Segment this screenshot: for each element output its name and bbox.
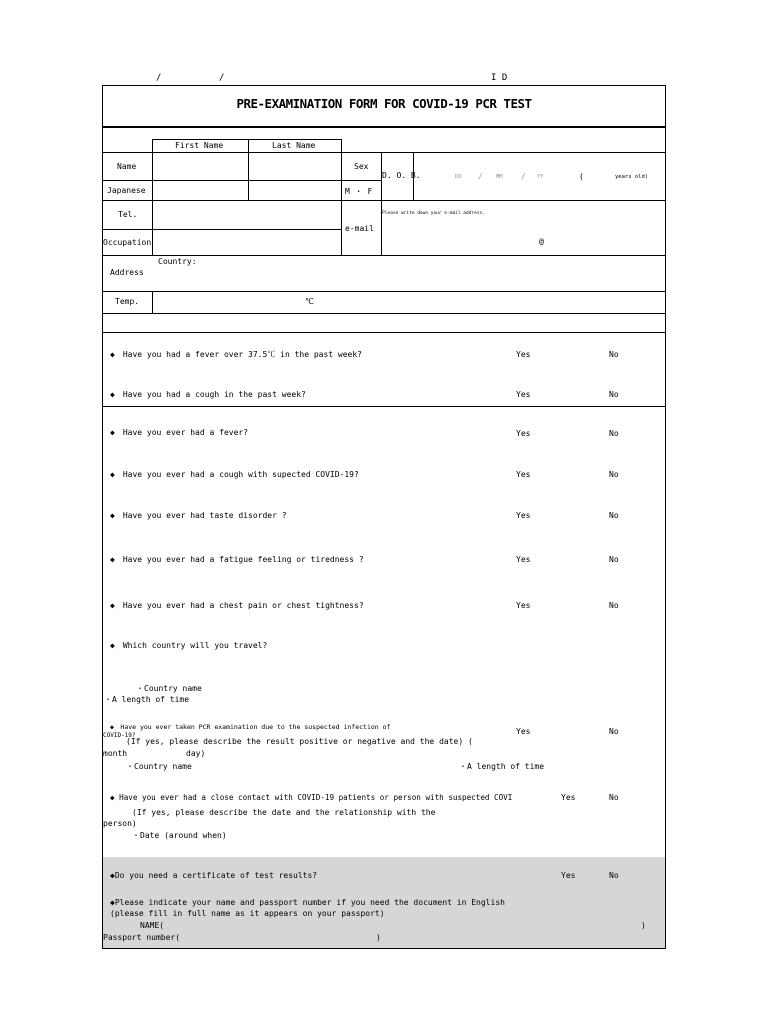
- date-slash: /: [219, 73, 225, 83]
- no-option[interactable]: No: [609, 429, 619, 438]
- email-label: e-mail: [345, 224, 374, 233]
- occupation-field[interactable]: [160, 230, 340, 254]
- question-certificate: ◆Do you need a certificate of test results?: [110, 871, 318, 880]
- question-passport-info: ◆Please indicate your name and passport number if you need the document in English: [110, 898, 505, 907]
- no-option[interactable]: No: [609, 390, 619, 399]
- question-pcr-examination-cont: COVID-19?: [103, 732, 136, 739]
- yes-option[interactable]: Yes: [561, 793, 576, 802]
- yes-option[interactable]: Yes: [516, 470, 531, 479]
- email-field[interactable]: [382, 220, 664, 254]
- yes-option[interactable]: Yes: [561, 871, 576, 880]
- question-close-contact: ◆ Have you ever had a close contact with COVID-19 patients or person with suspected COVI: [110, 793, 513, 802]
- close-contact-instruction: (If yes, please describe the date and the relationship with the: [132, 808, 436, 817]
- yes-option[interactable]: Yes: [516, 429, 531, 438]
- yes-option[interactable]: Yes: [516, 601, 531, 610]
- yes-option[interactable]: Yes: [516, 390, 531, 399]
- at-sign: @: [539, 237, 544, 246]
- yes-option[interactable]: Yes: [516, 727, 531, 736]
- temp-unit: ℃: [305, 297, 314, 306]
- occupation-label: Occupation: [103, 238, 152, 247]
- passport-name-field[interactable]: [175, 920, 635, 931]
- last-name-field[interactable]: [249, 153, 340, 179]
- passport-number-close: ): [376, 933, 381, 942]
- no-option[interactable]: No: [609, 871, 619, 880]
- temp-field[interactable]: [153, 292, 293, 312]
- question-fatigue: ◆ Have you ever had a fatigue feeling or tiredness ?: [110, 555, 364, 564]
- form-title: PRE-EXAMINATION FORM FOR COVID-19 PCR TEST: [236, 96, 532, 111]
- country-name-label: ・Country name: [136, 684, 202, 693]
- years-old-label: years old): [615, 174, 649, 180]
- question-pcr-examination: ◆ Have you ever taken PCR examination due to the suspected infection of: [110, 723, 391, 731]
- passport-name-close: ): [641, 921, 646, 930]
- passport-number-label: Passport number(: [103, 933, 181, 942]
- email-hint: Please write down your e-mail address.: [382, 211, 485, 216]
- yes-option[interactable]: Yes: [516, 555, 531, 564]
- temp-label: Temp.: [115, 297, 140, 306]
- yes-option[interactable]: Yes: [516, 350, 531, 359]
- dob-separator: /: [521, 172, 526, 181]
- passport-instruction: (please fill in full name as it appears on your passport): [110, 909, 385, 918]
- tel-field[interactable]: [153, 201, 340, 228]
- last-name-japanese-field[interactable]: [249, 181, 340, 199]
- dob-year-placeholder[interactable]: YY: [537, 174, 544, 180]
- no-option[interactable]: No: [609, 511, 619, 520]
- country-label: Country:: [158, 257, 197, 266]
- day-label: day): [186, 749, 206, 758]
- sex-options[interactable]: M ・ F: [345, 187, 373, 196]
- close-contact-instruction-cont: person): [103, 819, 137, 828]
- no-option[interactable]: No: [609, 555, 619, 564]
- id-label: I D: [491, 73, 508, 83]
- sex-label: Sex: [354, 162, 369, 171]
- no-option[interactable]: No: [609, 470, 619, 479]
- question-ever-fever: ◆ Have you ever had a fever?: [110, 428, 249, 437]
- dob-day-placeholder[interactable]: DD: [455, 174, 462, 180]
- question-chest-pain: ◆ Have you ever had a chest pain or chest tightness?: [110, 601, 364, 610]
- name-label: Name: [117, 162, 137, 171]
- no-option[interactable]: No: [609, 350, 619, 359]
- no-option[interactable]: No: [609, 793, 619, 802]
- passport-name-label: NAME(: [140, 921, 165, 930]
- no-option[interactable]: No: [609, 601, 619, 610]
- length-of-time-label: ・A length of time: [459, 762, 545, 771]
- tel-label: Tel.: [118, 210, 138, 219]
- address-field[interactable]: [153, 256, 664, 290]
- length-of-time-label: ・A length of time: [104, 695, 190, 704]
- age-paren: (: [579, 172, 584, 181]
- passport-number-field[interactable]: [190, 932, 370, 943]
- question-cough-covid: ◆ Have you ever had a cough with supected COVID-19?: [110, 470, 359, 479]
- question-cough-past-week: ◆ Have you had a cough in the past week?: [110, 390, 306, 399]
- dob-label: D. O. B.: [382, 171, 421, 180]
- no-option[interactable]: No: [609, 727, 619, 736]
- first-name-field[interactable]: [153, 153, 247, 179]
- month-label: month: [103, 749, 128, 758]
- address-label: Address: [110, 268, 144, 277]
- last-name-label: Last Name: [272, 141, 316, 150]
- first-name-label: First Name: [175, 141, 224, 150]
- japanese-label: Japanese: [107, 186, 146, 195]
- question-taste-disorder: ◆ Have you ever had taste disorder ?: [110, 511, 287, 520]
- question-travel-country: ◆ Which country will you travel?: [110, 641, 268, 650]
- date-around-when-label: ・Date (around when): [132, 831, 227, 840]
- pcr-result-instruction: (If yes, please describe the result positive or negative and the date) (: [126, 737, 473, 746]
- first-name-japanese-field[interactable]: [153, 181, 247, 199]
- question-fever-past-week: ◆ Have you had a fever over 37.5℃ in the past week?: [110, 350, 363, 359]
- date-slash: /: [156, 73, 162, 83]
- dob-month-placeholder[interactable]: MM: [496, 174, 503, 180]
- country-name-label: ・Country name: [126, 762, 192, 771]
- dob-separator: /: [478, 172, 483, 181]
- yes-option[interactable]: Yes: [516, 511, 531, 520]
